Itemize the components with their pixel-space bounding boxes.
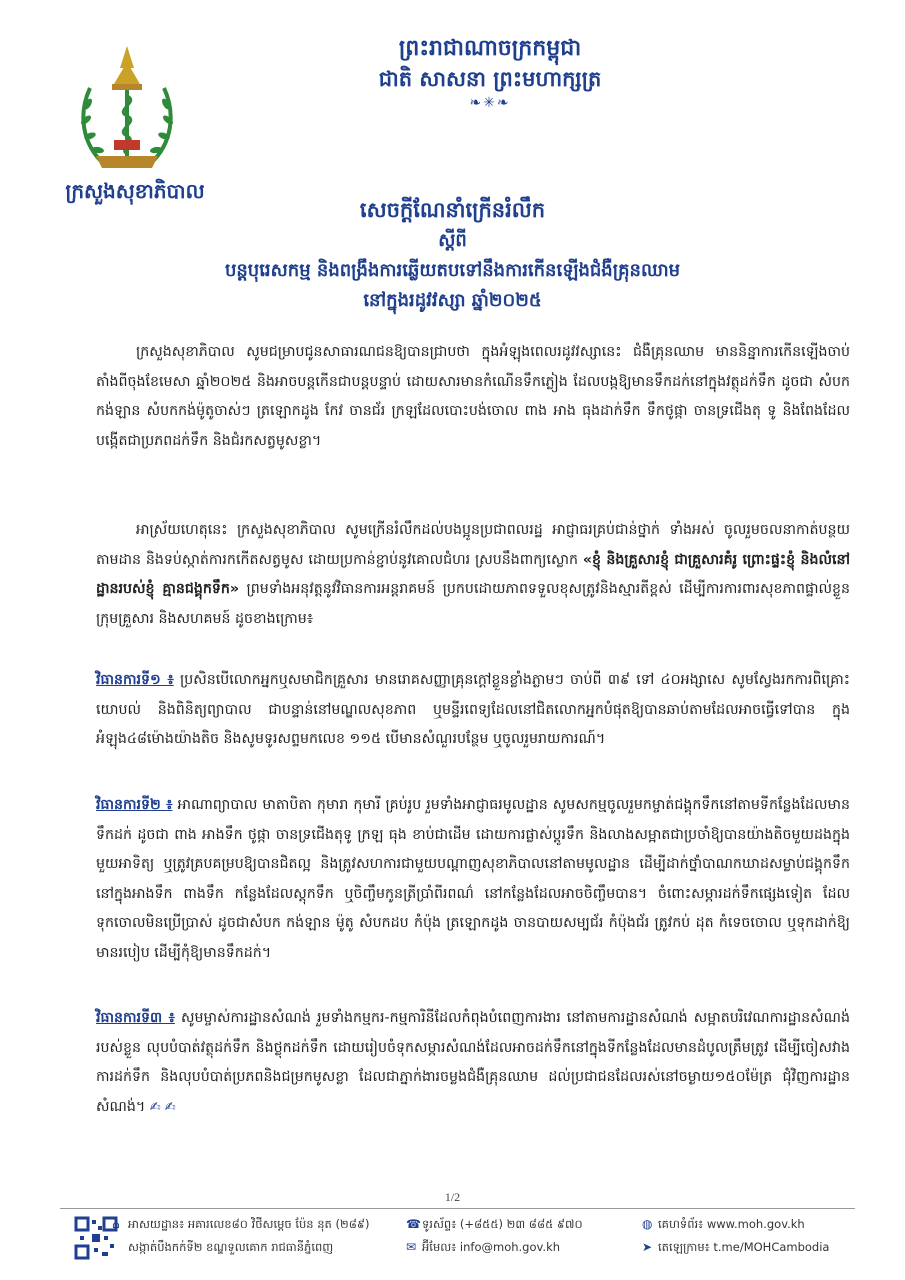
email-label: អ៊ីមែល៖ (422, 1240, 457, 1254)
measure-3-text: សូមម្ចាស់ការដ្ឋានសំណង់ រួមទាំងកម្មករ-កម្មការិនីដែលកំពុងបំពេញការងារ នៅតាមការដ្ឋានសំណង់ សម្អាតបរិវេណការដ្ឋានសំណង់របស់ខ្លួន លុបបំបាត់វត្ថុដក់ទឹក និងថ្លុកដក់ទឹក ដោយរៀបចំទុកសម្ភារសំណង់ដែលអាចដក់ទឹកនៅក្នុងទីកន្លែងដែលមានដំបូលត្រឹមត្រូវ ដើម្បីចៀសវាងការដក់ទឹក និងលុបបំបាត់ប្រភពនិងជម្រកមូសខ្លា ដែលជាភ្នាក់ងារចម្លងជំងឺគ្រុនឈាម ដល់ប្រជាជនដែលរស់នៅចម្ងាយ១៥០ម៉ែត្រ ជុំវិញការដ្ឋានសំណង់។ (96, 1010, 850, 1115)
measure-1-text: ប្រសិនបើលោកអ្នកឬសមាជិកគ្រួសារ មានរោគសញ្ញាគ្រុនក្តៅខ្លួនខ្លាំងភ្លាមៗ ចាប់ពី ៣៩ ទៅ ៤០អង្សាសេ សូមស្វែងរកការពិគ្រោះយោបល់ និងពិនិត្យព្យាបាល ជាបន្ទាន់នៅមណ្ឌលសុខភាព ឬមន្ទីរពេទ្យដែលនៅជិតលោកអ្នកបំផុតឱ្យបានឆាប់តាមដែលអាចធ្វើទៅបាន ក្នុងអំឡុង៤៨ម៉ោងយ៉ាងតិច និងសូមទូរសព្ទមកលេខ ១១៥ បើមានសំណួរបន្ថែម ឬចូលរួមរាយការណ៍។ (96, 672, 850, 747)
measure-1-heading: វិធានការទី១ ៖ (96, 672, 174, 688)
telegram-link[interactable]: t.me/MOHCambodia (713, 1240, 830, 1254)
appeal-text-after: ព្រមទាំងអនុវត្តនូវវិធានការអន្តរាគមន៍ ប្រកបដោយភាពទទួលខុសត្រូវនិងស្មារតីខ្ពស់ ដើម្បីការការពារសុខភាពផ្ទាល់ខ្លួន ក្រុមគ្រួសារ និងសហគមន៍ ដូចខាងក្រោម៖ (96, 581, 851, 627)
location-icon: ⌂ (112, 1217, 120, 1231)
telegram-label: តេឡេក្រាម៖ (658, 1240, 710, 1254)
footer (60, 1208, 855, 1267)
appeal-text-before: អាស្រ័យហេតុនេះ ក្រសួងសុខាភិបាល សូមក្រើនរំលឹកដល់បងប្អូនប្រជាពលរដ្ឋ អាជ្ញាធរគ្រប់ជាន់ថ្នាក់ ទាំងអស់ ចូលរួមចលនាកាត់បន្ថយ តាមដាន និងទប់ស្កាត់ការកកើតសត្វមូស ដោយប្រកាន់ខ្ជាប់នូវគោលជំហរ ស្របនឹងពាក្យស្លោក (96, 522, 850, 568)
email-icon: ✉ (406, 1240, 417, 1254)
initials-signature: ✍ ✍ (149, 1099, 176, 1115)
slogan: «ខ្ញុំ និងគ្រួសារខ្ញុំ ជាគ្រួសារគំរូ ព្រោះផ្ទះខ្ញុំ និងលំនៅដ្ឋានរបស់ខ្ញុំ គ្មានជង្គុកទឹក» (96, 551, 850, 597)
phone-number: (+៨៥៥) ២៣ ៨៨៥ ៩៧០ (459, 1217, 583, 1231)
address-line-1: អគារលេខ៨០ វិថីសម្តេច ប៉ែន នុត (២៨៩) (187, 1217, 370, 1231)
footer-address (128, 1213, 369, 1259)
ministry-logo (74, 44, 180, 174)
measure-2-heading: វិធានការទី២ ៖ (96, 797, 173, 813)
website-link[interactable]: www.moh.gov.kh (706, 1217, 805, 1231)
phone-icon: ☎ (406, 1217, 421, 1231)
measure-2 (96, 791, 850, 968)
measure-3 (96, 1004, 850, 1122)
title-subject: បន្តបុរេសកម្ម និងពង្រឹងការឆ្លើយតបទៅនឹងការកើនឡើងជំងឺគ្រុនឈាម (224, 260, 681, 281)
footer-online (658, 1213, 829, 1259)
ministry-name: ក្រសួងសុខាភិបាល (65, 179, 205, 203)
globe-icon: ◍ (642, 1217, 653, 1231)
address-label: អាសយដ្ឋាន៖ (128, 1217, 185, 1231)
kingdom-name: ព្រះរាជាណាចក្រកម្ពុជា (398, 36, 582, 61)
national-motto: ជាតិ សាសនា ព្រះមហាក្សត្រ (378, 67, 602, 91)
page-number: 1/2 (444, 1190, 461, 1204)
address-line-2: សង្កាត់បឹងកក់ទី២ ខណ្ឌទួលគោក រាជធានីភ្នំពេញ (128, 1240, 334, 1254)
intro-paragraph: ក្រសួងសុខាភិបាល សូមជម្រាបជូនសាធារណជនឱ្យបានជ្រាបថា ក្នុងអំឡុងពេលរដូវវស្សានេះ ជំងឺគ្រុនឈាម មាននិន្នាការកើនឡើងចាប់តាំងពីចុងខែមេសា ឆ្នាំ២០២៥ និងអាចបន្តកើនជាបន្តបន្ទាប់ ដោយសារមានកំណើនទឹកភ្លៀង ដែលបង្កឱ្យមានទឹកដក់នៅក្នុងវត្ថុដក់ទឹក ដូចជា សំបកកង់ឡាន សំបកកង់ម៉ូតូចាស់ៗ ត្រឡោកដូង កែវ ចានជ័រ ក្រឡដែលបោះបង់ចោល ពាង អាង ធុងដាក់ទឹក ទឹកថូផ្កា ចានទ្រជើងតុ ទូ និងពែងដែលបង្កើតជាប្រភពដក់ទឹក និងជំរកសត្វមូសខ្លា។ (96, 344, 850, 449)
phone-label: ទូរស័ព្ទ៖ (422, 1217, 457, 1231)
measure-3-heading: វិធានការទី៣ ៖ (96, 1010, 175, 1026)
measure-1 (96, 666, 850, 755)
email-link[interactable]: info@moh.gov.kh (459, 1240, 561, 1254)
footer-contact (422, 1213, 583, 1259)
measure-2-text: អាណាព្យាបាល មាតាបិតា កុមារា កុមារី គ្រប់រូប រួមទាំងអាជ្ញាធរមូលដ្ឋាន សូមសកម្មចូលរួមកម្ចាត់ជង្គុកទឹកនៅតាមទីកន្លែងដែលមានទឹកដក់ ដូចជា ពាង អាងទឹក ថូផ្កា ចានទ្រជើងតុទូ ក្រឡ ធុង ខាប់ជាដើម ដោយការផ្លាស់ប្តូរទឹក និងលាងសម្អាតជាប្រចាំឱ្យបានយ៉ាងតិចមួយដងក្នុងមួយអាទិត្យ ឬត្រូវគ្របគម្របឱ្យបានជិតល្អ និងត្រូវសហការជាមួយបណ្តាញសុខាភិបាលនៅតាមមូលដ្ឋាន ដើម្បីដាក់ថ្នាំបាណកឃាដសម្លាប់ជង្គុកទឹក នៅក្នុងអាងទឹក ពាងទឹក កន្លែងដែលស្តុកទឹក ឬចិញ្ចឹមកូនត្រីប្រាំពីរពណ៌ នៅកន្លែងដែលអាចចិញ្ចឹមបាន។ ចំពោះសម្ភារដក់ទឹកផ្សេងទៀត ដែលទុកចោលមិនប្រើប្រាស់ ដូចជាសំបក កង់ឡាន ម៉ូតូ សំបកដប កំប៉ុង ត្រឡោកដូង ចានបាយសម្បជ័រ កំប៉ុងជ័រ ត្រូវកប់ ដុត កំទេចចោល ឬទុកដាក់ឱ្យមានរបៀប ដើម្បីកុំឱ្យមានទឹកដក់។ (96, 797, 850, 961)
document-title: សេចក្តីណែនាំក្រើនរំលឹក (359, 198, 546, 222)
motto-ornament: ❧✳❧ (469, 95, 511, 111)
appeal-paragraph (96, 516, 850, 634)
title-season: នៅក្នុងរដូវវស្សា ឆ្នាំ២០២៥ (363, 290, 542, 311)
website-label: គេហទំព័រ៖ (658, 1217, 704, 1231)
title-regarding: ស្តីពី (438, 230, 467, 251)
telegram-icon: ➤ (642, 1240, 653, 1254)
